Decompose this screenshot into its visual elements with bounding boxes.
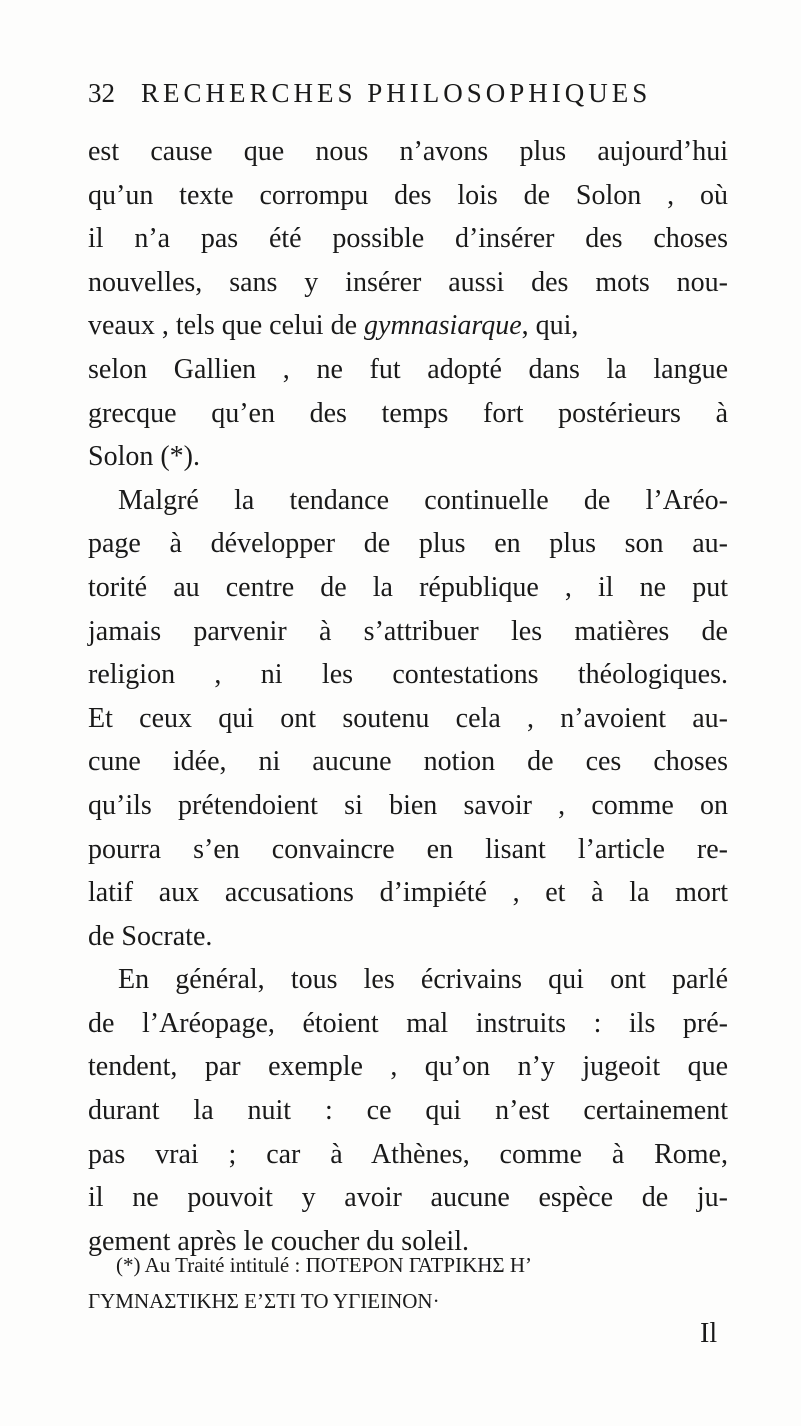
text-line: qu’ils prétendoient si bien savoir , comme on <box>88 789 728 821</box>
text-line: jamais parvenir à s’attribuer les matières de <box>88 615 728 647</box>
text-line: gement après le coucher du soleil. <box>88 1225 469 1257</box>
text-line: pourra s’en convaincre en lisant l’article re- <box>88 833 728 865</box>
footnote-line: (*) Au Traité intitulé : ΠΟΤΕΡΟΝ ΓΑΤΡΙΚΗΣ Η’ <box>116 1253 533 1277</box>
footnote-line: ΓΥΜΝΑΣΤΙΚΗΣ Ε’ΣΤΙ ΤΟ ΥΓΙΕΙΝΟΝ· <box>88 1289 440 1313</box>
text-line: religion , ni les contestations théologiques. <box>88 659 728 691</box>
text-line: de l’Aréopage, étoient mal instruits : ils pré- <box>88 1007 728 1039</box>
italic-word: gymnasiarque <box>364 310 522 342</box>
running-header <box>88 78 728 122</box>
text-line: Malgré la tendance continuelle de l’Aréo- <box>118 484 728 516</box>
text-line: selon Gallien , ne fut adopté dans la langue <box>88 353 728 385</box>
text-line: est cause que nous n’avons plus aujourd’hui <box>88 136 728 167</box>
footnote <box>88 1247 728 1319</box>
text-segment: , qui, <box>521 310 579 342</box>
running-title: RECHERCHES PHILOSOPHIQUES <box>141 78 652 108</box>
text-line: il n’a pas été possible d’insérer des choses <box>88 223 728 255</box>
text-line: durant la nuit : ce qui n’est certainement <box>88 1095 728 1127</box>
text-line: nouvelles, sans y insérer aussi des mots nou- <box>88 266 728 298</box>
text-line: pas vrai ; car à Athènes, comme à Rome, <box>88 1138 728 1170</box>
text-line: tendent, par exemple , qu’on n’y jugeoit que <box>88 1051 728 1083</box>
text-line: grecque qu’en des temps fort postérieurs à <box>88 397 728 429</box>
text-segment: veaux , tels que celui de <box>88 310 365 342</box>
text-line: cune idée, ni aucune notion de ces choses <box>88 746 728 778</box>
body-text <box>88 130 728 1263</box>
text-line: Solon (*). <box>88 441 200 473</box>
text-line: latif aux accusations d’impiété , et à la mort <box>88 877 728 909</box>
text-line: Et ceux qui ont soutenu cela , n’avoient au- <box>88 702 728 734</box>
text-line: torité au centre de la république , il ne put <box>88 571 728 603</box>
text-line: de Socrate. <box>88 920 213 952</box>
text-line: il ne pouvoit y avoir aucune espèce de ju- <box>88 1182 728 1214</box>
text-line: En général, tous les écrivains qui ont parlé <box>118 964 728 996</box>
catchword: Il <box>700 1318 718 1349</box>
text-line: page à développer de plus en plus son au- <box>88 528 728 560</box>
text-line: qu’un texte corrompu des lois de Solon , où <box>88 179 728 211</box>
page-number: 32 <box>88 78 115 108</box>
text-line <box>88 304 728 348</box>
